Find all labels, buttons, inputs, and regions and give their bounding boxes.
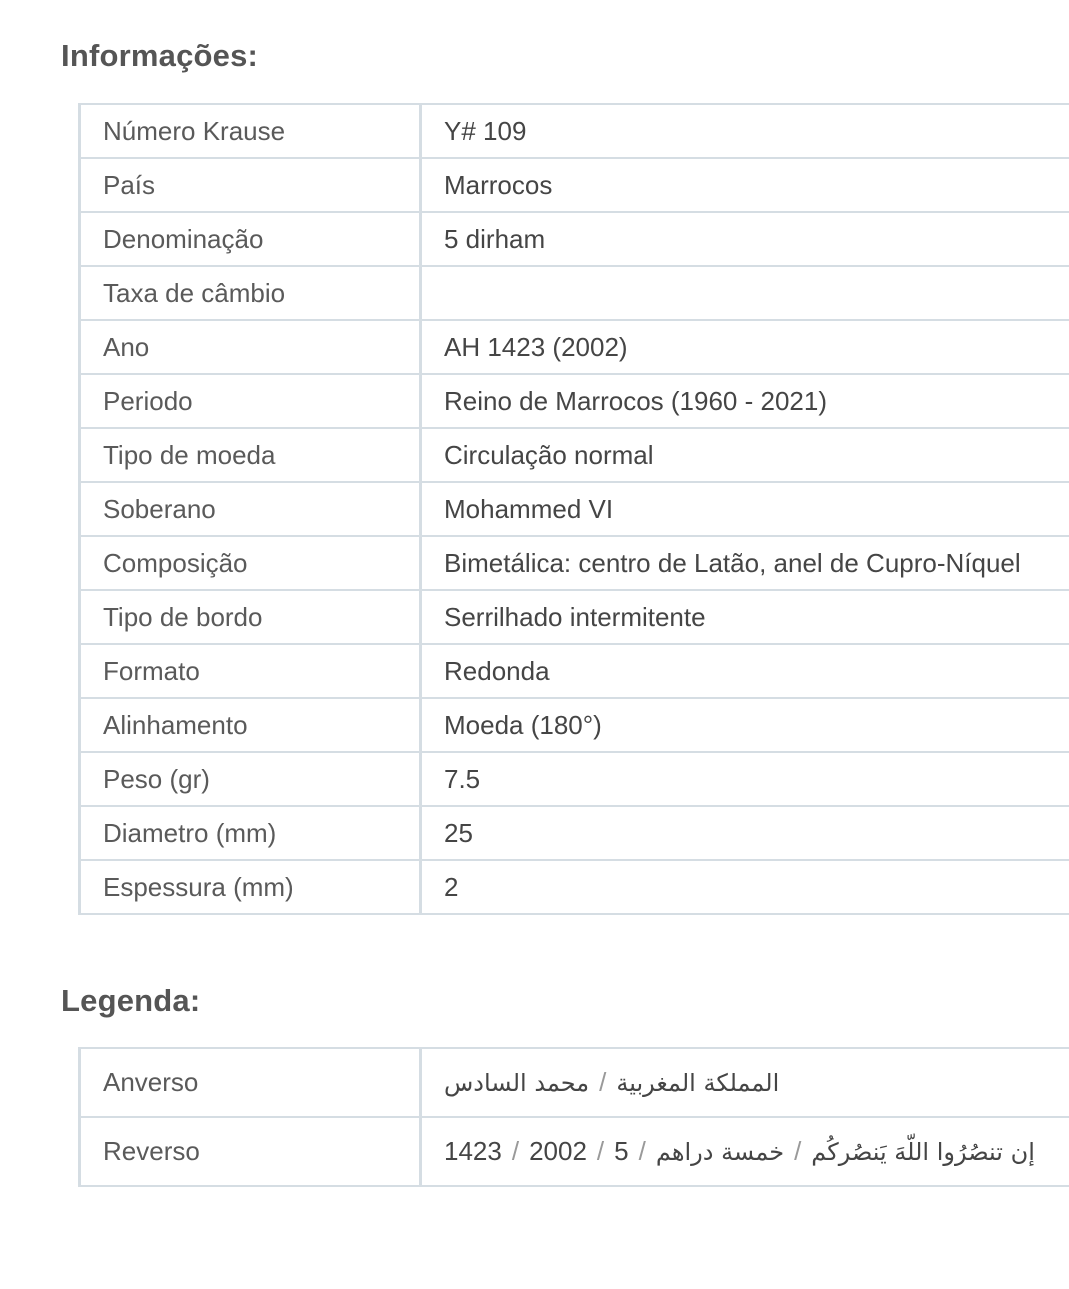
table-row	[80, 806, 1069, 860]
row-value: 7.5	[421, 752, 1069, 806]
row-label: Tipo de moeda	[80, 428, 421, 482]
row-value: Moeda (180°)	[421, 698, 1069, 752]
row-label: Periodo	[80, 374, 421, 428]
row-value: 25	[421, 806, 1069, 860]
table-row	[80, 698, 1069, 752]
reverse-legend	[421, 1117, 1069, 1186]
row-value: Reino de Marrocos (1960 - 2021)	[421, 374, 1069, 428]
table-row	[80, 590, 1069, 644]
table-row	[80, 266, 1069, 320]
row-label: Ano	[80, 320, 421, 374]
reverse-part: خمسة دراهم	[655, 1138, 785, 1166]
table-row	[80, 212, 1069, 266]
table-row	[80, 320, 1069, 374]
legend-separator: /	[638, 1136, 646, 1166]
table-row	[80, 860, 1069, 914]
legend-separator: /	[511, 1136, 520, 1166]
reverse-part: 1423	[444, 1136, 502, 1166]
row-value: Circulação normal	[421, 428, 1069, 482]
table-row	[80, 482, 1069, 536]
table-row	[80, 374, 1069, 428]
row-value: Marrocos	[421, 158, 1069, 212]
row-label: Alinhamento	[80, 698, 421, 752]
row-label: Taxa de câmbio	[80, 266, 421, 320]
reverse-label: Reverso	[80, 1117, 421, 1186]
row-label: Soberano	[80, 482, 421, 536]
info-heading: Informações:	[61, 38, 259, 73]
row-label: Diametro (mm)	[80, 806, 421, 860]
row-value: Y# 109	[421, 104, 1069, 158]
obverse-legend	[421, 1048, 1069, 1117]
info-table	[78, 103, 1069, 915]
row-label: Composição	[80, 536, 421, 590]
row-label: Denominação	[80, 212, 421, 266]
obverse-label: Anverso	[80, 1048, 421, 1117]
row-value: Serrilhado intermitente	[421, 590, 1069, 644]
reverse-part: 2002	[529, 1136, 587, 1166]
row-label: País	[80, 158, 421, 212]
row-value: 5 dirham	[421, 212, 1069, 266]
reverse-part: 5	[614, 1136, 629, 1166]
table-row	[80, 104, 1069, 158]
legend-row-obverse	[80, 1048, 1069, 1117]
obverse-part: محمد السادس	[444, 1069, 590, 1097]
legend-separator: /	[596, 1136, 605, 1166]
table-row	[80, 752, 1069, 806]
legend-separator: /	[599, 1067, 607, 1097]
row-value: Bimetálica: centro de Latão, anel de Cupro-Níquel	[421, 536, 1069, 590]
table-row	[80, 428, 1069, 482]
row-label: Tipo de bordo	[80, 590, 421, 644]
row-value: 2	[421, 860, 1069, 914]
table-row	[80, 644, 1069, 698]
legend-heading: Legenda:	[61, 983, 201, 1018]
row-value: AH 1423 (2002)	[421, 320, 1069, 374]
legend-separator: /	[794, 1136, 802, 1166]
table-row	[80, 158, 1069, 212]
row-label: Número Krause	[80, 104, 421, 158]
row-value: Mohammed VI	[421, 482, 1069, 536]
reverse-part: إن تنصُرُوا اللّهَ يَنصُركُم	[811, 1138, 1035, 1166]
legend-row-reverse	[80, 1117, 1069, 1186]
row-value	[421, 266, 1069, 320]
row-label: Peso (gr)	[80, 752, 421, 806]
obverse-part: المملكة المغربية	[616, 1069, 780, 1097]
row-value: Redonda	[421, 644, 1069, 698]
legend-table	[78, 1047, 1069, 1187]
row-label: Espessura (mm)	[80, 860, 421, 914]
row-label: Formato	[80, 644, 421, 698]
table-row	[80, 536, 1069, 590]
